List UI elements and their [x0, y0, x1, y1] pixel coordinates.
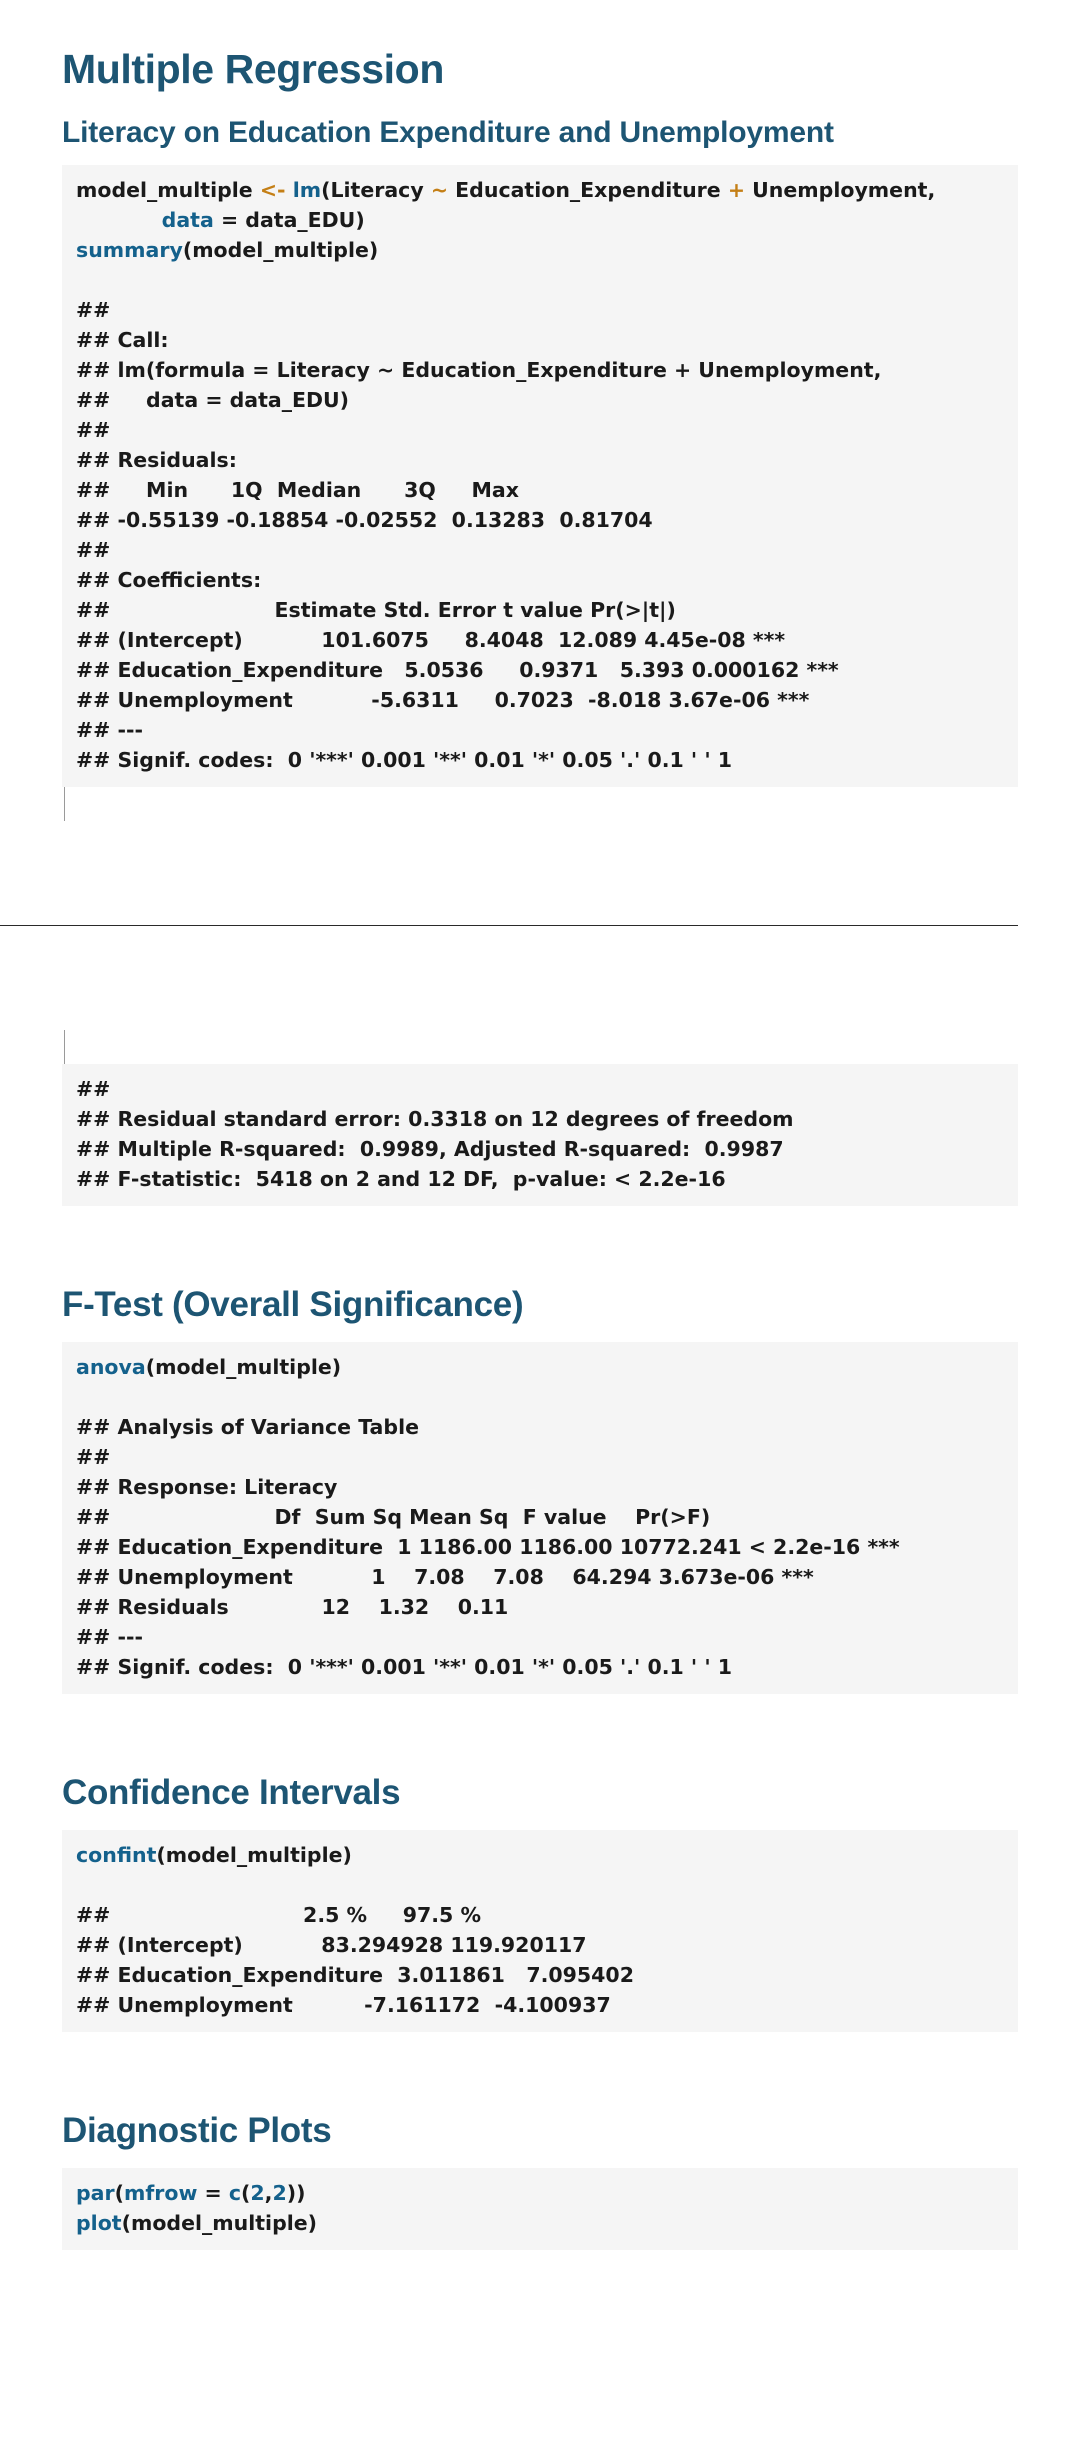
argument-name: data — [161, 208, 214, 233]
output-line: ## — [76, 1077, 118, 1102]
code-text: model_multiple — [76, 178, 260, 203]
code-line: confint(model_multiple) — [76, 1843, 352, 1868]
code-line: plot(model_multiple) — [76, 2211, 318, 2236]
code-block-diagnostic-plots — [62, 2168, 1018, 2250]
code-line: par(mfrow = c(2,2)) — [76, 2181, 306, 2206]
output-line: ## Unemployment 1 7.08 7.08 64.294 3.673e-06 *** — [76, 1565, 814, 1590]
plus-operator: + — [727, 178, 746, 203]
code-block-multiple-regression-continued — [62, 1064, 1018, 1206]
code-blank-line — [76, 1870, 1004, 1900]
document-page-2 — [0, 926, 1080, 2328]
argument-name: mfrow — [124, 2181, 198, 2206]
code-blank-line — [76, 265, 1004, 295]
output-line: ## data = data_EDU) — [76, 388, 350, 413]
spacer — [62, 1694, 1018, 1746]
code-block-f-test — [62, 1342, 1018, 1694]
output-line: ## 2.5 % 97.5 % — [76, 1903, 481, 1928]
output-line: ## F-statistic: 5418 on 2 and 12 DF, p-value: < 2.2e-16 — [76, 1167, 726, 1192]
output-line: ## Signif. codes: 0 '***' 0.001 '**' 0.01 '*' 0.05 '.' 0.1 ' ' 1 — [76, 748, 733, 773]
output-line: ## lm(formula = Literacy ~ Education_Expenditure + Unemployment, — [76, 358, 889, 383]
code-line: data = data_EDU) — [161, 208, 365, 233]
spacer — [62, 821, 1018, 899]
code-line: model_multiple <- lm(Literacy ~ Education_Expenditure + Unemployment, — [76, 178, 936, 203]
output-line: ## — [76, 418, 118, 443]
code-blank-line — [76, 1382, 1004, 1412]
output-line: ## --- — [76, 718, 144, 743]
formula-operator: ~ — [430, 178, 449, 203]
function-name: par — [76, 2181, 115, 2206]
spacer — [62, 2084, 1018, 2110]
function-name: summary — [76, 238, 183, 263]
code-block-confidence-intervals — [62, 1830, 1018, 2032]
output-line: ## Education_Expenditure 1 1186.00 1186.00 10772.241 < 2.2e-16 *** — [76, 1535, 900, 1560]
section-title-diagnostic-plots: Diagnostic Plots — [62, 2111, 332, 2151]
output-line: ## Residuals: — [76, 448, 237, 473]
section-title-f-test: F-Test (Overall Significance) — [62, 1285, 524, 1325]
spacer — [62, 2250, 1018, 2328]
output-line: ## Df Sum Sq Mean Sq F value Pr(>F) — [76, 1505, 739, 1530]
spacer — [62, 1004, 1018, 1030]
page-edge-marker-bottom — [64, 1030, 66, 1064]
spacer — [62, 899, 1018, 925]
output-line: ## — [76, 1445, 118, 1470]
output-line: ## Coefficients: — [76, 568, 262, 593]
function-name: confint — [76, 1843, 157, 1868]
function-name: c — [228, 2181, 242, 2206]
code-line: summary(model_multiple) — [76, 238, 379, 263]
output-line: ## Education_Expenditure 5.0536 0.9371 5.393 0.000162 *** — [76, 658, 839, 683]
page-title: Multiple Regression — [62, 46, 444, 92]
spacer — [62, 1746, 1018, 1772]
output-line: ## Estimate Std. Error t value Pr(>|t|) — [76, 598, 705, 623]
spacer — [62, 926, 1018, 1004]
output-line: ## — [76, 538, 118, 563]
document-page — [0, 0, 1080, 925]
output-line: ## -0.55139 -0.18854 -0.02552 0.13283 0.81704 — [76, 508, 660, 533]
function-name: anova — [76, 1355, 146, 1380]
assign-operator: <- — [259, 178, 286, 203]
code-block-multiple-regression — [62, 165, 1018, 787]
page-subtitle: Literacy on Education Expenditure and Unemployment — [62, 116, 834, 150]
output-line: ## Residuals 12 1.32 0.11 — [76, 1595, 673, 1620]
output-line: ## — [76, 298, 118, 323]
section-title-confidence-intervals: Confidence Intervals — [62, 1773, 401, 1813]
output-line: ## (Intercept) 83.294928 119.920117 — [76, 1933, 587, 1958]
output-line: ## Min 1Q Median 3Q Max — [76, 478, 527, 503]
output-line: ## Response: Literacy — [76, 1475, 338, 1500]
code-line: anova(model_multiple) — [76, 1355, 342, 1380]
page-edge-marker-top — [64, 787, 66, 821]
output-line: ## Analysis of Variance Table — [76, 1415, 419, 1440]
spacer — [62, 1206, 1018, 1258]
output-line: ## Signif. codes: 0 '***' 0.001 '**' 0.01 '*' 0.05 '.' 0.1 ' ' 1 — [76, 1655, 733, 1680]
output-line: ## Unemployment -5.6311 0.7023 -8.018 3.67e-06 *** — [76, 688, 810, 713]
function-name: lm — [292, 178, 322, 203]
output-line: ## (Intercept) 101.6075 8.4048 12.089 4.45e-08 *** — [76, 628, 786, 653]
section-confidence-intervals — [62, 1772, 1018, 2032]
output-line: ## Unemployment -7.161172 -4.100937 — [76, 1993, 611, 2018]
output-line: ## Education_Expenditure 3.011861 7.095402 — [76, 1963, 634, 1988]
function-name: plot — [76, 2211, 122, 2236]
spacer — [62, 1258, 1018, 1284]
output-line: ## --- — [76, 1625, 144, 1650]
output-line: ## Residual standard error: 0.3318 on 12 degrees of freedom — [76, 1107, 794, 1132]
numeric-literal: 2 — [250, 2181, 265, 2206]
numeric-literal: 2 — [272, 2181, 287, 2206]
section-f-test — [62, 1284, 1018, 1694]
section-diagnostic-plots — [62, 2110, 1018, 2250]
spacer — [62, 2032, 1018, 2084]
output-line: ## Multiple R-squared: 0.9989, Adjusted R-squared: 0.9987 — [76, 1137, 791, 1162]
output-line: ## Call: — [76, 328, 169, 353]
